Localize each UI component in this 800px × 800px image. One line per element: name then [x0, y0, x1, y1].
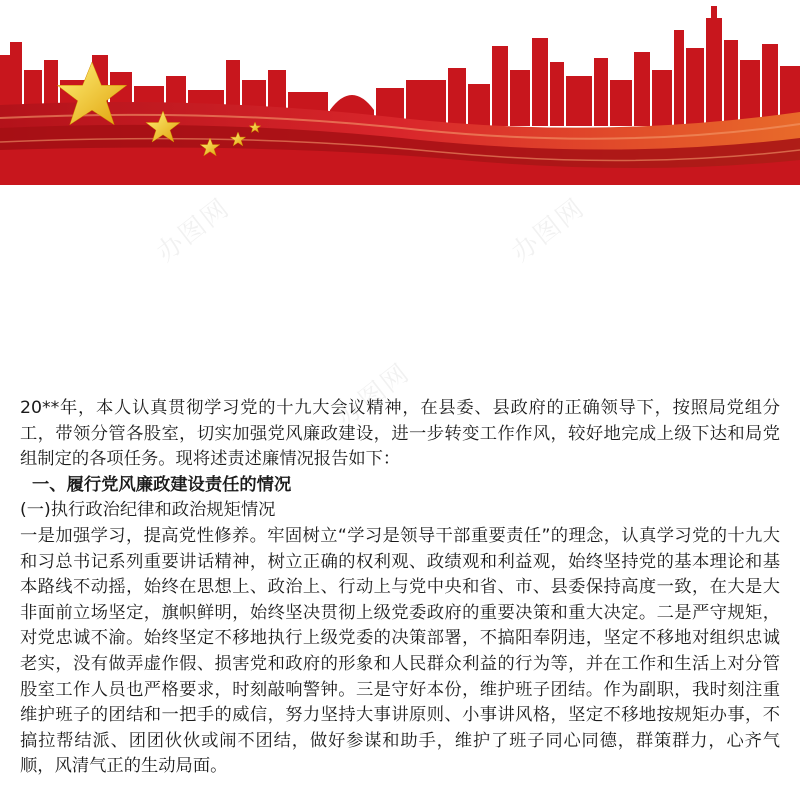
intro-paragraph: 20**年，本人认真贯彻学习党的十九大会议精神，在县委、县政府的正确领导下，按照局党组分工，带领分管各股室，切实加强党风廉政建设，进一步转变工作作风，较好地完成上级下达和局党组制定的各项任务。现将述责述廉情况报告如下：	[20, 398, 780, 470]
subsection-heading: (一)执行政治纪律和政治规矩情况	[20, 500, 276, 521]
watermark: 办图网	[506, 192, 591, 269]
body-paragraph: 一是加强学习，提高党性修养。牢固树立“学习是领导干部重要责任”的理念，认真学习党的十九大和习总书记系列重要讲话精神，树立正确的权利观、政绩观和利益观，始终坚持党的基本理论和基本路线不动摇，始终在思想上、政治上、行动上与党中央和省、市、县委保持高度一致，在大是大非面前立场坚定，旗帜鲜明，始终坚决贯彻上级党委政府的重要决策和重大决定。二是严守规矩，对党忠诚不渝。始终坚定不移地执行上级党委的决策部署，不搞阳奉阴违，坚定不移地对组织忠诚老实，没有做弄虚作假、损害党和政府的形象和人民群众利益的行为等，并在工作和生活上对分管股室工作人员也严格要求，时刻敲响警钟。三是守好本份，维护班子团结。作为副职，我时刻注重维护班子的团结和一把手的威信，努力坚持大事讲原则、小事讲风格，坚定不移地按规矩办事，不搞拉帮结派、团团伙伙或闹不团结，做好参谋和助手，维护了班子同心同德，群策群力，心齐气顺，风清气正的生动局面。	[20, 525, 780, 777]
section-heading: 一、履行党风廉政建设责任的情况	[32, 474, 292, 495]
watermark: 办图网	[331, 357, 416, 434]
city-skyline-banner	[0, 0, 800, 185]
header-banner	[0, 0, 800, 185]
report-body	[20, 396, 780, 780]
watermark: 办图网	[151, 192, 236, 269]
